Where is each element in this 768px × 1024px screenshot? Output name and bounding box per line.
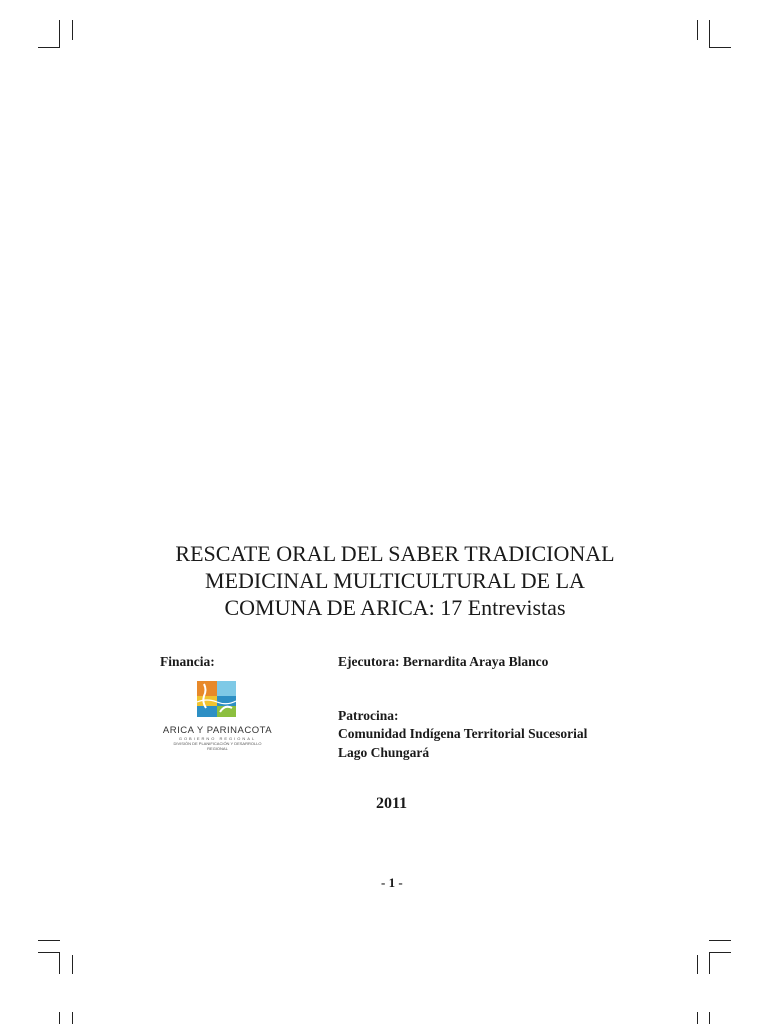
arica-parinacota-logo bbox=[160, 680, 275, 755]
ejecutora-label: Ejecutora: Bernardita Araya Blanco bbox=[338, 654, 549, 669]
patrocina-line-1: Comunidad Indígena Territorial Sucesorial bbox=[338, 726, 588, 741]
logo-line-1: GOBIERNO REGIONAL bbox=[178, 736, 257, 741]
title-line-1: RESCATE ORAL DEL SABER TRADICIONAL bbox=[175, 541, 615, 566]
logo-line-2: DIVISIÓN DE PLANIFICACIÓN Y DESARROLLO bbox=[173, 741, 262, 746]
publication-year: 2011 bbox=[376, 795, 408, 812]
page-number: - 1 - bbox=[381, 875, 403, 890]
document-title bbox=[120, 540, 670, 621]
logo-name: ARICA Y PARINACOTA bbox=[162, 725, 273, 736]
patrocina-label: Patrocina: bbox=[338, 708, 399, 723]
financia-label: Financia: bbox=[160, 654, 215, 669]
patrocina-line-2: Lago Chungará bbox=[338, 745, 430, 760]
logo-line-3: REGIONAL bbox=[207, 746, 228, 751]
title-line-2: MEDICINAL MULTICULTURAL DE LA bbox=[205, 568, 585, 593]
title-line-3: COMUNA DE ARICA: 17 Entrevistas bbox=[224, 595, 566, 620]
